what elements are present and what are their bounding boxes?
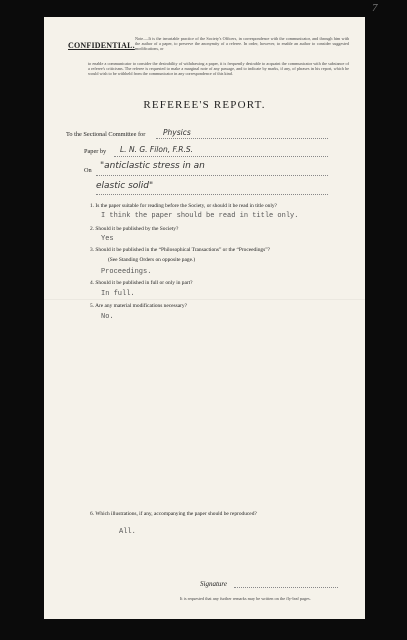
question-text: Should it be published in full or only in part? bbox=[95, 280, 193, 286]
question-text: Which illustrations, if any, accompanying the paper should be reproduced? bbox=[95, 511, 257, 517]
fold-line bbox=[44, 299, 365, 300]
question-1 bbox=[90, 203, 277, 209]
question-text: Are any material modifications necessary? bbox=[95, 303, 188, 309]
topic-dotted-line-1 bbox=[96, 175, 328, 176]
author-value: L. N. G. Filon, F.R.S. bbox=[120, 145, 193, 154]
paper-by-label: Paper by bbox=[84, 148, 107, 155]
question-3-note: (See Standing Orders on opposite page.) bbox=[108, 257, 196, 263]
question-2 bbox=[90, 226, 178, 232]
question-number: 5. bbox=[90, 303, 95, 309]
question-number: 1. bbox=[90, 203, 95, 209]
question-4 bbox=[90, 280, 193, 286]
answer-1: I think the paper should be read in title only. bbox=[101, 212, 299, 220]
confidential-heading: CONFIDENTIAL. bbox=[68, 41, 135, 50]
form-title: REFEREE'S REPORT. bbox=[143, 99, 266, 111]
question-6 bbox=[90, 511, 257, 517]
anonymity-note: Note.—It is the invariable practice of the Society's Officers, in correspondence with the communicator, and through him with the author of a paper, to preserve the anonymity of a referee. In order, however, to enable an author to consider suggested modifications, or bbox=[135, 36, 349, 52]
topic-line-1: "anticlastic stress in an bbox=[100, 161, 205, 171]
author-dotted-line bbox=[114, 156, 328, 157]
question-number: 6. bbox=[90, 511, 95, 517]
question-number: 4. bbox=[90, 280, 95, 286]
answer-3: Proceedings. bbox=[101, 268, 152, 276]
question-5 bbox=[90, 303, 187, 309]
answer-2: Yes bbox=[101, 235, 114, 243]
question-text: Should it be published by the Society? bbox=[95, 226, 179, 232]
topic-line-2: elastic solid" bbox=[96, 181, 154, 191]
question-text: Is the paper suitable for reading before the Society, or should it be read in title only? bbox=[95, 203, 277, 209]
signature-dotted-line bbox=[234, 587, 338, 588]
on-label: On bbox=[84, 167, 92, 174]
question-text: Should it be published in the “Philosophical Transactions” or the “Proceedings”? bbox=[95, 247, 270, 253]
answer-5: No. bbox=[101, 313, 114, 321]
committee-dotted-line bbox=[156, 138, 328, 139]
page-number: 7 bbox=[372, 2, 378, 14]
committee-label: To the Sectional Committee for bbox=[66, 131, 146, 138]
referee-report-form bbox=[44, 17, 365, 619]
footnote: It is requested that any further remarks may be written on the fly-leaf pages. bbox=[180, 596, 311, 601]
question-number: 3. bbox=[90, 247, 95, 253]
committee-value: Physics bbox=[163, 128, 191, 137]
anonymity-note-continued: to enable a communicator to consider the desirability of withdrawing a paper, it is frequently desirable to acquaint the communicator with the substance of a referee's criticisms. The referee is requested to make a marginal note of any passage, and to indicate by marks, if any, of phrases in his report, which he would wish to be withheld from the communicator in any correspondence of this kind. bbox=[88, 61, 349, 77]
signature-label: Signature bbox=[200, 580, 227, 588]
question-number: 2. bbox=[90, 226, 95, 232]
question-3 bbox=[90, 247, 270, 253]
answer-6: All. bbox=[119, 528, 136, 536]
answer-4: In full. bbox=[101, 290, 135, 298]
topic-dotted-line-2 bbox=[96, 194, 328, 195]
